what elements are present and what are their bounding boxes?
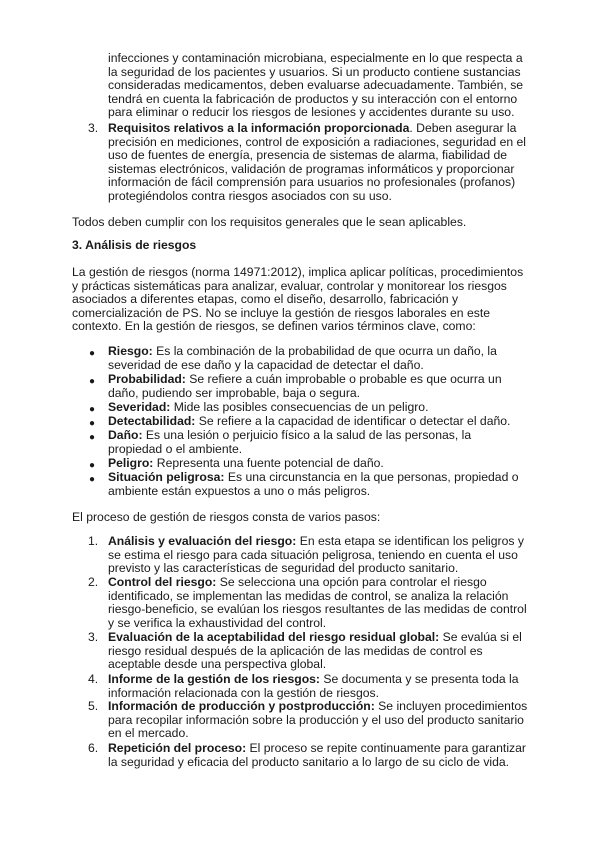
bullet-icon: ● (89, 432, 96, 443)
step-text: Se incluyen procedimientos para recopilar información sobre la producción y el uso del producto sanitario en el mercado. (108, 699, 528, 741)
list-item (108, 373, 528, 400)
bullet-icon: ● (89, 474, 96, 485)
definition-term: Riesgo: (108, 344, 153, 358)
list-item (108, 457, 528, 471)
step-number: 6. (88, 741, 99, 755)
item3-term: Requisitos relativos a la información proporcionada (108, 121, 410, 135)
definition-text: Es la combinación de la probabilidad de que ocurra un daño, la severidad de ese daño y la capacidad de detectar el daño. (108, 344, 497, 372)
step-number: 2. (88, 575, 99, 589)
list-item (108, 742, 528, 769)
definition-term: Daño: (108, 428, 143, 442)
bullet-icon: ● (89, 404, 96, 415)
bullet-icon: ● (89, 348, 96, 359)
definition-text: Se refiere a cuán improbable o probable es que ocurra un daño, pudiendo ser improbable, baja o segura. (108, 372, 502, 400)
bullet-icon: ● (89, 376, 96, 387)
process-intro: El proceso de gestión de riesgos consta de varios pasos: (72, 510, 381, 524)
intro-continuation: infecciones y contaminación microbiana, especialmente en lo que respecta a la seguridad de los pacientes y usuarios. Si un producto contiene sustancias consideradas medicamentos, deben evaluarse adecuadamente. También, se tendrá en cuenta la fabricación de productos y su interacción con el entorno para eliminar o reducir los riesgos de lesiones y accidentes durante su uso. (108, 51, 524, 120)
list-item (108, 345, 528, 372)
definition-term: Probabilidad: (108, 372, 186, 386)
list-item (108, 576, 528, 630)
item3-text: . Deben asegurar la precisión en mediciones, control de exposición a radiaciones, seguridad en el uso de fuentes de energía, presencia de sistemas de alarma, fiabilidad de sistemas electrónicos, validación de programas informáticos y proporcionar información de fácil comprensión para usuarios no profesionales (profanos) protegiéndolos contra riesgos asociados con su uso. (108, 121, 527, 203)
step-text: Se documenta y se presenta toda la información relacionada con la gestión de riesgos. (108, 672, 519, 700)
bullet-icon: ● (89, 460, 96, 471)
item3-number: 3. (88, 121, 99, 135)
list-item (108, 415, 528, 429)
step-text: Se selecciona una opción para controlar el riesgo identificado, se implementan las medidas de control, se analiza la relación riesgo-beneficio, se evalúan los riesgos resultantes de las medidas de control y se verifica la exhaustividad del control. (108, 575, 527, 630)
step-number: 4. (88, 672, 99, 686)
step-number: 1. (88, 534, 99, 548)
definition-term: Situación peligrosa: (108, 470, 225, 484)
list-item (108, 673, 528, 700)
step-term: Repetición del proceso: (108, 741, 247, 755)
step-text: El proceso se repite continuamente para garantizar la seguridad y eficacia del producto sanitario a lo largo de su ciclo de vida. (108, 741, 526, 769)
definition-text: Es una circunstancia en la que personas, propiedad o ambiente están expuestos a uno o más peligros. (108, 470, 519, 498)
definition-term: Detectabilidad: (108, 414, 196, 428)
definition-text: Mide las posibles consecuencias de un peligro. (170, 400, 429, 414)
step-text: En esta etapa se identifican los peligros y se estima el riesgo para cada situación peligrosa, teniendo en cuenta el uso previsto y las características de seguridad del producto sanitario. (108, 534, 524, 576)
item3-paragraph (108, 122, 528, 204)
step-term: Evaluación de la aceptabilidad del riesgo residual global: (108, 630, 440, 644)
step-number: 3. (88, 630, 99, 644)
list-item (108, 401, 528, 415)
step-term: Informe de la gestión de los riesgos: (108, 672, 320, 686)
definition-text: Se refiere a la capacidad de identificar o detectar el daño. (195, 414, 511, 428)
section-heading: 3. Análisis de riesgos (72, 238, 197, 252)
step-number: 5. (88, 699, 99, 713)
list-item (108, 429, 528, 456)
bullet-icon: ● (89, 418, 96, 429)
general-requirements: Todos deben cumplir con los requisitos generales que le sean aplicables. (72, 215, 467, 229)
step-term: Información de producción y postproducción: (108, 699, 375, 713)
step-term: Análisis y evaluación del riesgo: (108, 534, 297, 548)
section-intro: La gestión de riesgos (norma 14971:2012), implica aplicar políticas, procedimientos y prácticas sistemáticas para analizar, evaluar, controlar y monitorear los riesgos asociados a diferentes etapas, como el diseño, desarrollo, fabricación y comercialización de PS. No se incluye la gestión de riesgos laborales en este contexto. En la gestión de riesgos, se definen varios términos clave, como: (72, 265, 524, 334)
step-text: Se evalúa si el riesgo residual después de la aplicación de las medidas de control es aceptable desde una perspectiva global. (108, 630, 522, 672)
step-term: Control del riesgo: (108, 575, 217, 589)
list-item (108, 631, 528, 672)
definition-term: Peligro: (108, 456, 154, 470)
list-item (108, 535, 528, 576)
list-item (108, 471, 528, 498)
definition-term: Severidad: (108, 400, 171, 414)
definition-text: Representa una fuente potencial de daño. (153, 456, 384, 470)
list-item (108, 700, 528, 741)
definition-text: Es una lesión o perjuicio físico a la salud de las personas, la propiedad o el ambiente. (108, 428, 472, 456)
